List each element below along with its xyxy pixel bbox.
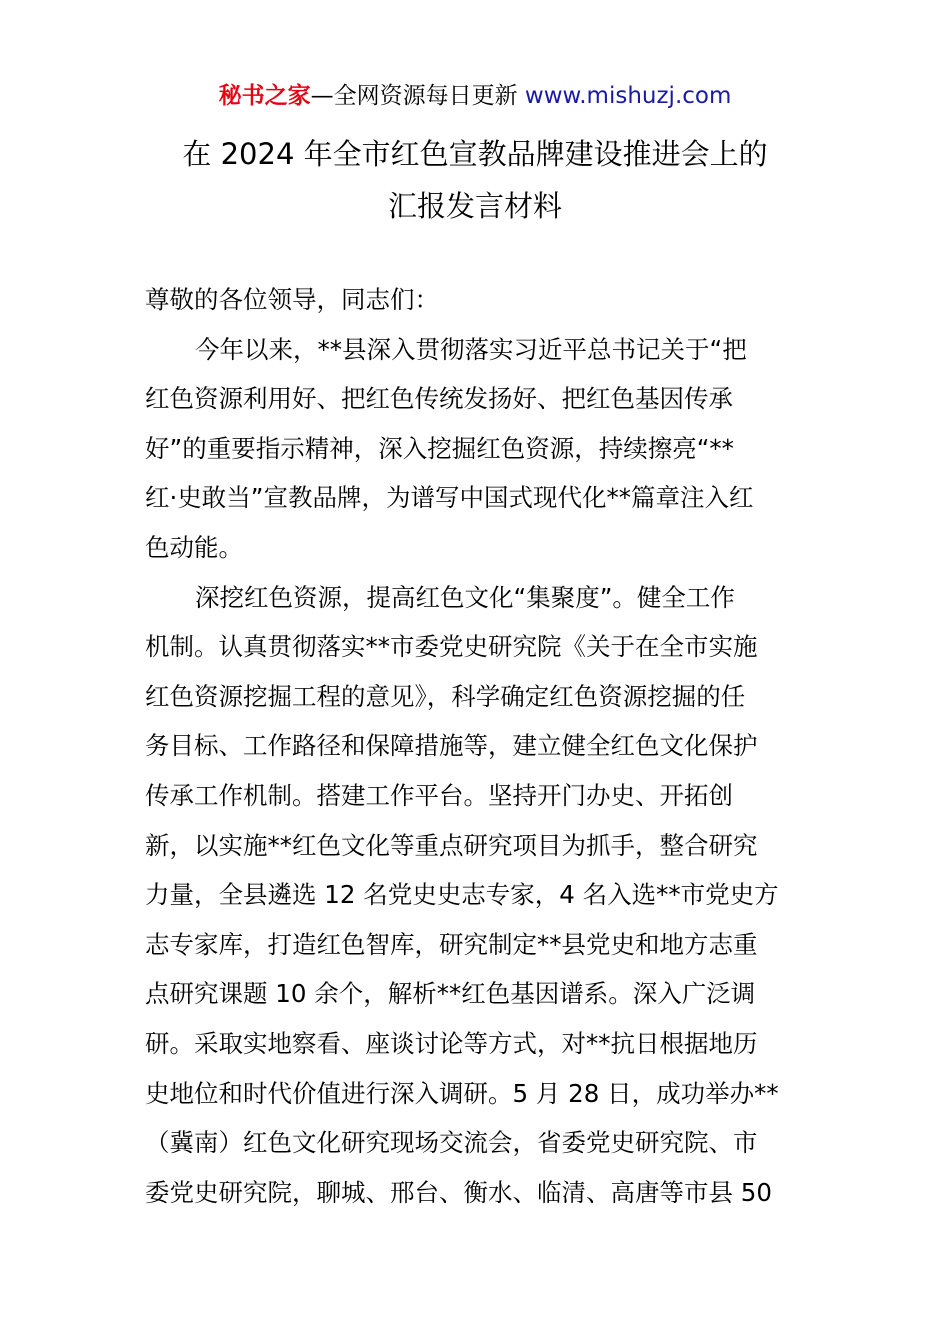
paragraph-line: 新，以实施**红色文化等重点研究项目为抓手，整合研究: [145, 830, 758, 860]
title-line-1: 在 2024 年全市红色宣教品牌建设推进会上的: [182, 137, 768, 171]
paragraph-line: 委党史研究院，聊城、邢台、衡水、临清、高唐等市县 50: [145, 1177, 772, 1207]
title-line-2: 汇报发言材料: [387, 189, 562, 223]
site-tagline: —全网资源每日更新: [310, 83, 525, 109]
paragraph-line: 史地位和时代价值进行深入调研。5 月 28 日，成功举办**: [145, 1078, 779, 1108]
paragraph-1: [145, 325, 809, 573]
site-brand: 秘书之家: [218, 83, 311, 109]
paragraph-line: 机制。认真贯彻落实**市委党史研究院《关于在全市实施: [145, 632, 758, 662]
site-header: [0, 80, 950, 112]
salutation: 尊敬的各位领导，同志们：: [145, 285, 439, 314]
site-url-link[interactable]: www.mishuzj.com: [524, 83, 732, 109]
paragraph-line: 色动能。: [145, 532, 243, 562]
paragraph-line: （冀南）红色文化研究现场交流会，省委党史研究院、市: [145, 1128, 758, 1158]
paragraph-line: 传承工作机制。搭建工作平台。坚持开门办史、开拓创: [145, 780, 733, 810]
paragraph-line: 红色资源挖掘工程的意见》，科学确定红色资源挖掘的任: [145, 681, 746, 711]
document-title: [0, 128, 950, 232]
paragraph-line: 深挖红色资源，提高红色文化“集聚度”。健全工作: [195, 582, 735, 612]
paragraph-line: 务目标、工作路径和保障措施等，建立健全红色文化保护: [145, 731, 758, 761]
paragraph-line: 好”的重要指示精神，深入挖掘红色资源，持续擦亮“**: [145, 433, 734, 463]
paragraph-line: 红·史敢当”宣教品牌，为谱写中国式现代化**篇章注入红: [145, 483, 754, 513]
paragraph-line: 点研究课题 10 余个，解析**红色基因谱系。深入广泛调: [145, 979, 756, 1009]
paragraph-line: 力量，全县遴选 12 名党史史志专家，4 名入选**市党史方: [145, 880, 779, 910]
paragraph-line: 今年以来，**县深入贯彻落实习近平总书记关于“把: [195, 334, 747, 364]
paragraph-line: 研。采取实地察看、座谈讨论等方式，对**抗日根据地历: [145, 1028, 758, 1058]
paragraph-2: [145, 573, 809, 1218]
paragraph-line: 志专家库，打造红色智库，研究制定**县党史和地方志重: [145, 929, 758, 959]
document-body: [145, 275, 809, 1217]
paragraph-line: 红色资源利用好、把红色传统发扬好、把红色基因传承: [145, 384, 733, 414]
